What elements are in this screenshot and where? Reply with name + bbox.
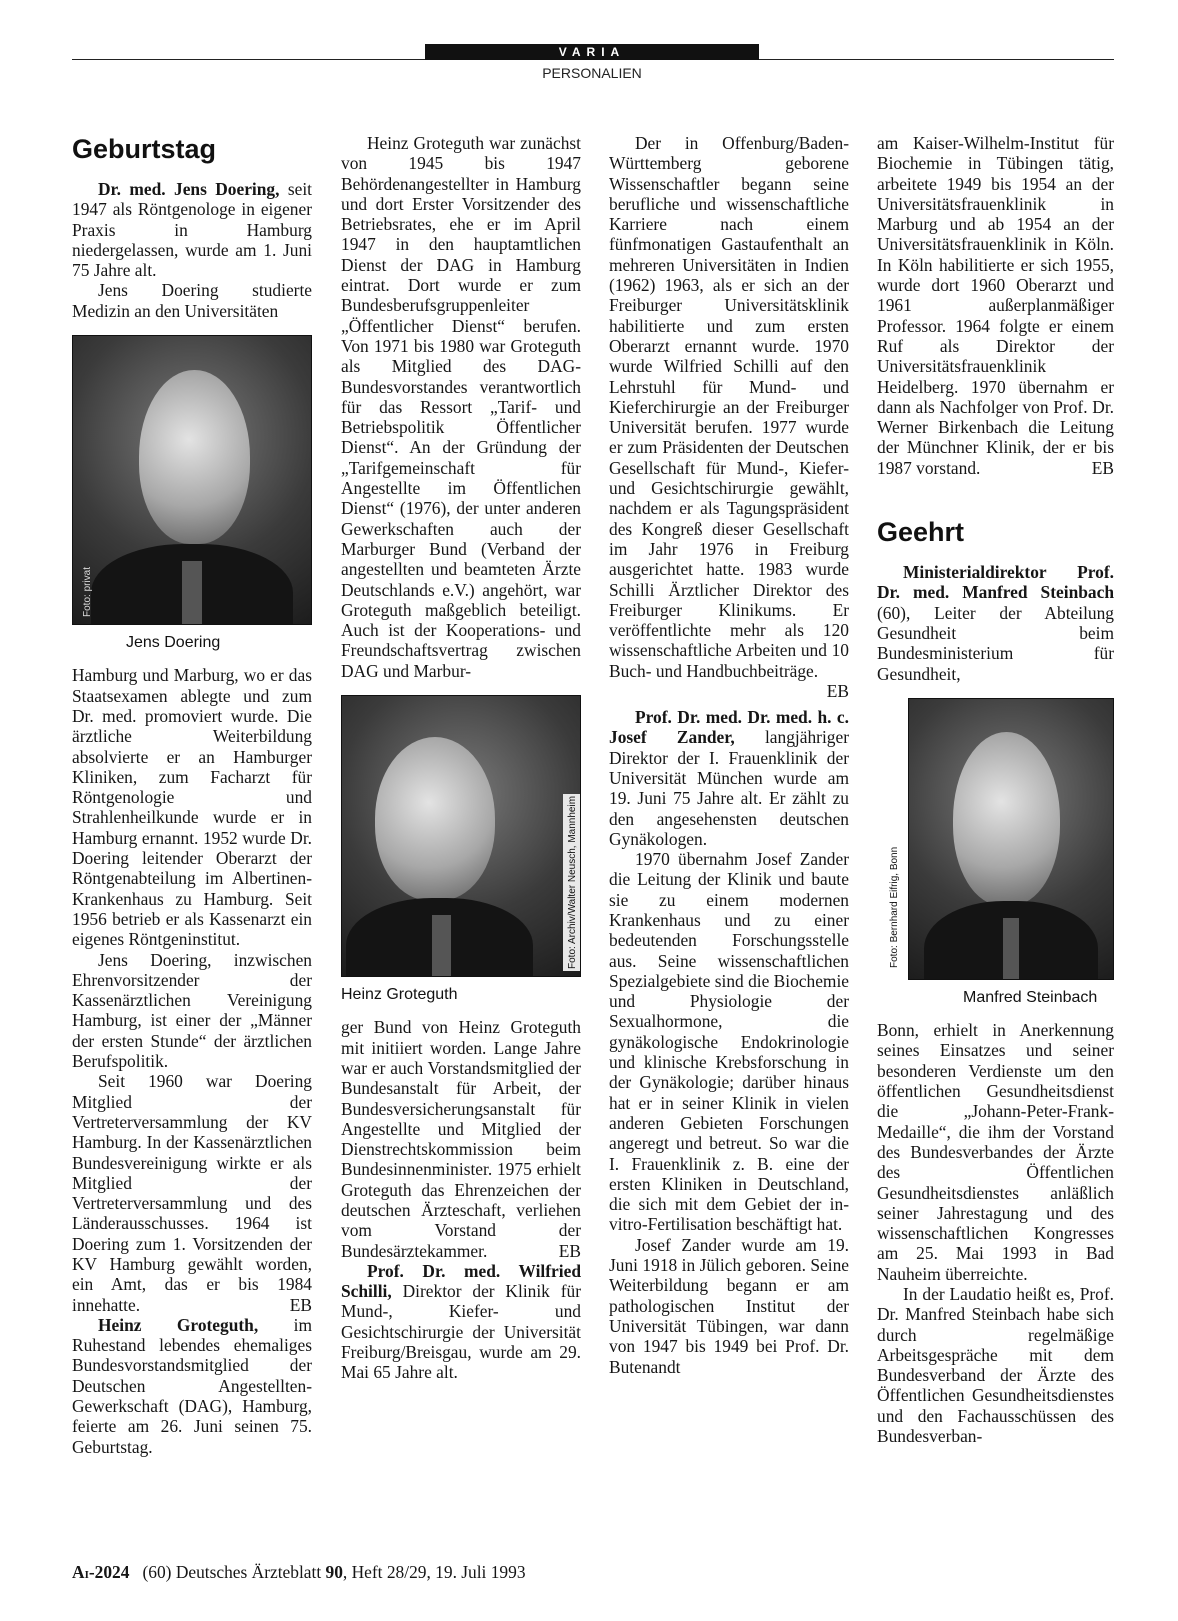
heading-geburtstag: Geburtstag xyxy=(72,134,217,164)
steinbach-paragraph-1 xyxy=(877,562,1114,684)
photo-steinbach xyxy=(908,698,1114,980)
zander-paragraph-3-cont: am Kaiser-Wilhelm-Institut für Biochemie in Tübingen tätig, arbeitete 1949 bis 1954 an der Universitätsfrauenklinik in Marburg und ab 1954 an der Universitätsfrauenklinik in Köln. In Köln habilitierte er sich 1955, wurde dort 1960 Oberarzt und 1961 außerplanmäßiger Professor. 1964 folgte er einem Ruf als Direktor der Universitätsfrauenklinik Heidelberg. 1970 übernahm er dann als Nachfolger von Prof. Dr. Werner Birkenbach die Leitung der Münchner Klinik, der er bis 1987 vorstand. EB xyxy=(877,133,1114,478)
photo-doering-credit: Foto: privat xyxy=(82,567,93,618)
groteguth-paragraph-2-cont: ger Bund von Heinz Groteguth mit initiiert worden. Lange Jahre war er auch Vorstandsmitglied der Bundesanstalt für Arbeit, der Bundesversicherungsanstalt für Angestellte und Mitglied der Dienstrechtskommission beim Bundesinnenminister. 1975 erhielt Groteguth das Ehrenzeichen der deutschen Ärzteschaft, verliehen vom Vorstand der Bundesärztekammer. EB xyxy=(341,1017,581,1261)
footer-volume: 90 xyxy=(325,1562,343,1582)
groteguth-paragraph-2: Heinz Groteguth war zunächst von 1945 bis 1947 Behördenangestellter in Hamburg und dort Erster Vorsitzender des Betriebsrates, ehe er im April 1947 in den hauptamtlichen Dienst der DAG in Hamburg eintrat. Dort wurde er zum Bundesberufsgruppenleiter „Öffentlicher Dienst“ berufen. Von 1971 bis 1980 war Groteguth als Mitglied des DAG-Bundesvorstandes verantwortlich für das Ressort „Tarif- und Betriebspolitik Öffentlicher Dienst“. An der Gründung der „Tarifgemeinschaft für Angestellte im Öffentlichen Dienst“ (1976), der unter anderen Gewerkschaften auch der Marburger Bund (Verband der angestellten und beamteten Ärzte Deutschlands e.V.) angehört, war Groteguth maßgeblich beteiligt. Auch ist der Kooperations- und Freundschaftsvertrag zwischen DAG und Marbur- xyxy=(341,133,581,681)
schilli-paragraph-2: Der in Offenburg/Baden-Württemberg geborene Wissenschaftler begann seine berufliche und wissenschaftliche Karriere nach einem fünfmonatigen Gastaufenthalt an mehreren Universitäten in Indien (1962) 1963, als er sich an der Freiburger Universitätsklinik habilitierte und zum ersten Oberarzt ernannt wurde. 1970 wurde Wilfried Schilli auf den Lehrstuhl für Mund- und Kieferchirurgie an der Freiburger Universität berufen. 1977 wurde er zum Präsidenten der Deutschen Gesellschaft für Mund-, Kiefer- und Gesichtschirurgie gewählt, nachdem er als Tagungspräsident des Kongreß dieser Gesellschaft im Jahr 1976 in Freiburg ausgerichtet hatte. 1983 wurde Schilli Ärztlicher Direktor des Freiburger Klinikums. Er veröffentlichte mehr als 120 wissenschaftliche Arbeiten und 10 Buch- und Handbuchbeiträge. EB xyxy=(609,133,849,702)
column-4 xyxy=(877,133,1114,1538)
doering-paragraph-3: Hamburg und Marburg, wo er das Staatsexamen ablegte und zum Dr. med. promoviert wurde. Die ärztliche Weiterbildung absolvierte er an Hamburger Kliniken, zum Facharzt für Röntgenologie und Strahlenheilkunde wurde er in Hamburg ernannt. 1952 wurde Dr. Doering leitender Oberarzt der Röntgenabteilung im Albertinen-Krankenhaus zu Hamburg. Seit 1956 betrieb er als Kassenarzt ein eigenes Röntgeninstitut. xyxy=(72,665,312,950)
steinbach-name: Ministerialdirektor Prof. Dr. med. Manfred Steinbach xyxy=(877,562,1114,603)
footer-page-sub: I xyxy=(84,1569,89,1581)
steinbach-paragraph-1-cont: Bonn, erhielt in Anerkennung seines Einsatzes und seiner besonderen Verdienste um den öffentlichen Gesundheitsdienst die „Johann-Peter-Frank-Medaille“, die ihm der Vorstand des Bundesverbandes der Ärzte des Öffentlichen Gesundheitsdienstes anläßlich seiner Jahrestagung und des wissenschaftlichen Kongresses am 25. Mai 1993 in Bad Nauheim überreichte. xyxy=(877,1020,1114,1284)
steinbach-intro: (60), Leiter der Abteilung Gesundheit beim Bundesministerium für Gesundheit, xyxy=(877,602,1114,684)
steinbach-paragraph-2: In der Laudatio heißt es, Prof. Dr. Manfred Steinbach habe sich durch regelmäßige Arbeitsgespräche mit dem Bundesverband der Ärzte des Öffentlichen Gesundheitsdienstes und den Fachausschüssen des Bundesverban- xyxy=(877,1283,1114,1447)
column-3 xyxy=(609,133,849,1538)
doering-paragraph-1 xyxy=(72,179,312,280)
groteguth-signature: EB xyxy=(558,1240,581,1261)
zander-intro: langjähriger Direktor der I. Frauenklinik der Universität München wurde am 19. Juni 75 Jahre alt. Er zählt zu den angesehensten deutschen Gynäkologen. xyxy=(609,727,849,849)
photo-groteguth-block xyxy=(341,695,581,1005)
schilli-intro: Direktor der Klinik für Mund-, Kiefer- und Gesichtschirurgie der Universität Freiburg/Breisgau, wurde am 29. Mai 65 Jahre alt. xyxy=(341,1281,581,1383)
footer-journal: Deutsches Ärzteblatt xyxy=(175,1562,322,1582)
doering-signature: EB xyxy=(289,1294,312,1315)
photo-groteguth-credit: Foto: Archiv/Walter Neusch, Mannheim xyxy=(563,794,581,971)
doering-paragraph-5: Seit 1960 war Doering Mitglied der Vertreterversammlung der KV Hamburg. In der Kassenärztlichen Bundesvereinigung wirkte er als Mitglied der Vertreterversammlung und des Länderausschusses. 1964 ist Doering zum 1. Vorsitzenden der KV Hamburg gewählt worden, ein Amt, das er bis 1984 innehatte. EB xyxy=(72,1071,312,1315)
groteguth-paragraph-1 xyxy=(72,1315,312,1457)
zander-signature: EB xyxy=(1091,457,1114,478)
schilli-name: Prof. Dr. med. Wilfried Schilli, xyxy=(341,1260,581,1302)
section-banner: VARIA xyxy=(425,44,759,60)
photo-doering-block xyxy=(72,335,312,653)
zander-paragraph-3: Josef Zander wurde am 19. Juni 1918 in Jülich geboren. Seine Weiterbildung begann er am pathologischen Institut der Universität Tübingen, war dann von 1947 bis 1949 bei Prof. Dr. Butenandt xyxy=(609,1234,849,1377)
schilli-signature: EB xyxy=(826,681,849,702)
doering-intro: seit 1947 als Röntgenologe in eigener Praxis in Hamburg niedergelassen, wurde am 1. Juni 75 Jahre alt. xyxy=(72,179,312,281)
photo-doering-caption: Jens Doering xyxy=(126,634,221,652)
photo-steinbach-caption: Manfred Steinbach xyxy=(963,988,1098,1006)
photo-doering xyxy=(72,335,312,625)
groteguth-intro: im Ruhestand lebendes ehemaliges Bundesvorstandsmitglied der Deutschen Angestellten-Gewerkschaft (DAG), Hamburg, feierte am 26. Juni seinen 75. Geburtstag. xyxy=(72,1314,312,1457)
footer-page-prefix: A xyxy=(72,1562,85,1582)
groteguth-name: Heinz Groteguth, xyxy=(98,1314,259,1335)
footer-issue: , Heft 28/29, 19. Juli 1993 xyxy=(342,1562,526,1582)
footer-page-number: -2024 xyxy=(88,1562,130,1582)
doering-paragraph-2: Jens Doering studierte Medizin an den Universitäten xyxy=(72,280,312,321)
doering-name: Dr. med. Jens Doering, xyxy=(98,179,280,199)
page-footer xyxy=(72,1562,526,1583)
subsection-label: PERSONALIEN xyxy=(542,65,642,81)
zander-paragraph-1 xyxy=(609,707,849,849)
zander-name: Prof. Dr. med. Dr. med. h. c. Josef Zander, xyxy=(609,707,849,748)
footer-page-in-issue: (60) xyxy=(142,1562,172,1582)
column-1 xyxy=(72,133,312,1538)
zander-paragraph-2: 1970 übernahm Josef Zander die Leitung der Klinik und baute sie zu einem modernen Krankenhaus und zu einer bedeutenden Forschungsstelle aus. Seine wissenschaftlichen Spezialgebiete sind die Biochemie und Physiologie der Sexualhormone, die gynäkologische Endokrinologie und klinische Krebsforschung in der Gynäkologie; darüber hinaus hat er in seiner Klinik in vielen anderen Gebieten Forschungen angeregt und betreut. So war die I. Frauenklinik z. B. eine der ersten Kliniken in Deutschland, die sich mit dem Gebiet der in-vitro-Fertilisation beschäftigt hat. xyxy=(609,849,849,1235)
photo-groteguth xyxy=(341,695,581,977)
photo-groteguth-caption: Heinz Groteguth xyxy=(341,986,458,1004)
photo-steinbach-block: Foto: Bernhard Eifrig, Bonn Manfred Steinbach xyxy=(877,698,1114,1008)
column-2 xyxy=(341,133,581,1538)
heading-geehrt: Geehrt xyxy=(877,517,965,548)
schilli-paragraph-1 xyxy=(341,1261,581,1383)
doering-paragraph-4: Jens Doering, inzwischen Ehrenvorsitzender der Kassenärztlichen Vereinigung Hamburg, ist einer der „Männer der ersten Stunde“ der ärztlichen Berufspolitik. xyxy=(72,949,312,1072)
